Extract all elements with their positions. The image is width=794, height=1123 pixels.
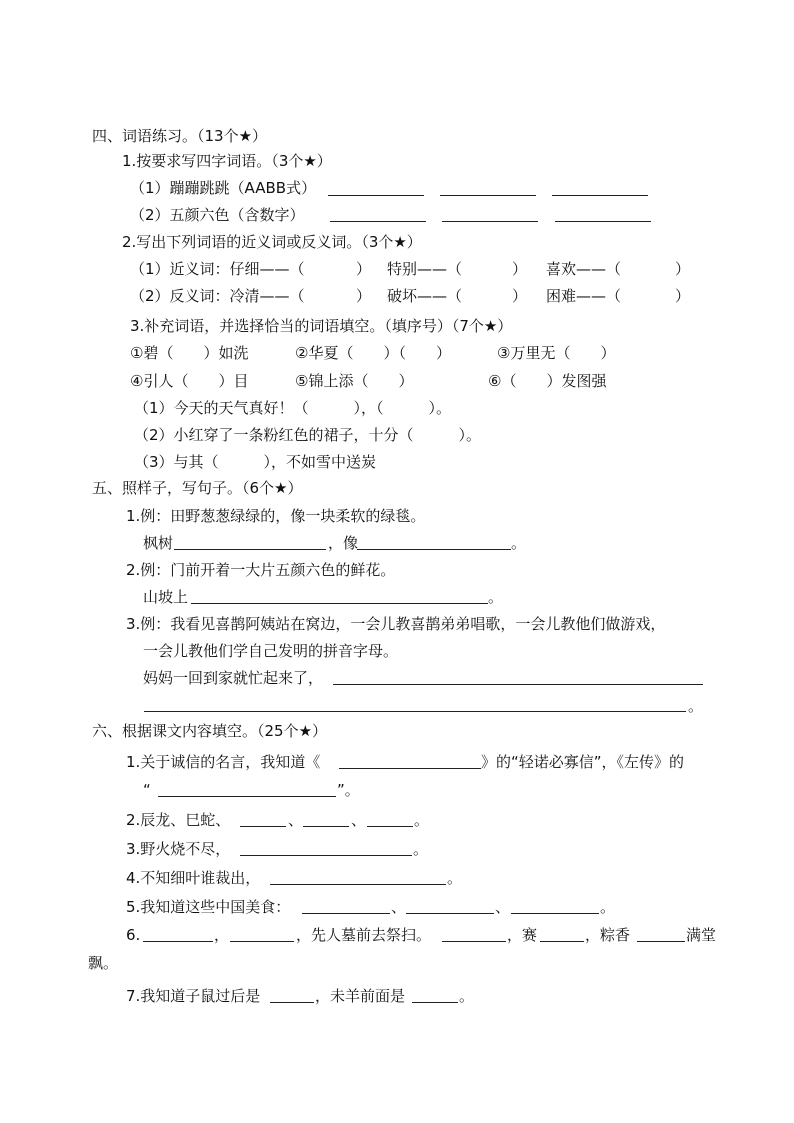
s6-q7-a: 7.我知道子鼠过后是 <box>126 987 261 1005</box>
answer-blank[interactable] <box>552 195 648 196</box>
answer-blank[interactable] <box>555 221 651 222</box>
s6-q7-end: 。 <box>459 987 475 1005</box>
s4-q1-item-a: （1）蹦蹦跳跳（AABB式） <box>130 179 317 197</box>
answer-blank[interactable] <box>412 1002 458 1003</box>
s4-q2-r1-p2: ） <box>512 260 528 278</box>
s4-q2-r2-c1: （2）反义词：冷清——（ <box>130 287 305 305</box>
s5-q2-prefix: 山坡上 <box>143 588 189 606</box>
s6-q3-end: 。 <box>413 840 429 858</box>
s4-q2-r1-p3: ） <box>675 260 691 278</box>
answer-blank[interactable] <box>357 549 511 550</box>
s4-q3-word-1: ①碧（ ）如洗 <box>130 344 249 362</box>
section-5-title: 五、照样子，写句子。（6个★） <box>92 479 303 497</box>
s6-q3-a: 3.野火烧不尽， <box>126 840 231 858</box>
s4-q2-r1-c1: （1）近义词：仔细——（ <box>130 260 305 278</box>
s4-q3-word-2: ②华夏（ ）（ ） <box>295 344 451 362</box>
s6-q6-f: 飘。 <box>88 954 119 972</box>
answer-blank[interactable] <box>367 826 413 827</box>
answer-blank[interactable] <box>191 603 488 604</box>
answer-blank[interactable] <box>330 221 426 222</box>
s6-q2-sep1: 、 <box>288 811 304 829</box>
s4-q3-title: 3.补充词语，并选择恰当的词语填空。（填序号）（7个★） <box>130 317 513 335</box>
answer-blank[interactable] <box>158 796 336 797</box>
s4-q2-r1-p1: ） <box>356 260 372 278</box>
s6-q1-c: “ <box>143 781 151 799</box>
answer-blank[interactable] <box>174 549 326 550</box>
s4-q2-r2-p3: ） <box>675 287 691 305</box>
s4-q2-r2-c3: 困难——（ <box>546 287 622 305</box>
answer-blank[interactable] <box>230 941 294 942</box>
s6-q5-sep2: 、 <box>495 898 511 916</box>
section-4-title: 四、词语练习。（13个★） <box>92 127 268 145</box>
s4-q2-r2-p1: ） <box>356 287 372 305</box>
answer-blank[interactable] <box>328 195 424 196</box>
answer-blank[interactable] <box>540 941 584 942</box>
answer-blank[interactable] <box>144 711 686 712</box>
answer-blank[interactable] <box>442 941 506 942</box>
s6-q6-comma: ， <box>214 926 230 944</box>
s5-q3-prefix: 妈妈一回到家就忙起来了， <box>143 669 324 687</box>
s4-q1-title: 1.按要求写四字词语。（3个★） <box>122 152 332 170</box>
answer-blank[interactable] <box>637 941 685 942</box>
s4-q2-title: 2.写出下列词语的近义词或反义词。（3个★） <box>122 233 422 251</box>
s5-q3-example-line1: 3.例：我看见喜鹊阿姨站在窝边，一会儿教喜鹊弟弟唱歌，一会儿教他们做游戏， <box>126 615 666 633</box>
s4-q2-r2-c2: 破坏——（ <box>387 287 463 305</box>
s6-q1-b: 》的“轻诺必寡信”，《左传》的 <box>481 753 685 771</box>
answer-blank[interactable] <box>440 195 536 196</box>
answer-blank[interactable] <box>339 768 481 769</box>
answer-blank[interactable] <box>270 884 446 885</box>
s5-q1-example: 1.例：田野葱葱绿绿的，像一块柔软的绿毯。 <box>126 507 426 525</box>
answer-blank[interactable] <box>240 826 286 827</box>
answer-blank[interactable] <box>406 913 494 914</box>
s6-q5-end: 。 <box>600 898 616 916</box>
s6-q2-a: 2.辰龙、巳蛇、 <box>126 811 231 829</box>
s5-q1-prefix: 枫树 <box>143 534 174 552</box>
s4-q2-r1-c2: 特别——（ <box>387 260 463 278</box>
answer-blank[interactable] <box>270 1002 314 1003</box>
s5-q2-example: 2.例：门前开着一大片五颜六色的鲜花。 <box>126 561 396 579</box>
s6-q2-end: 。 <box>414 811 430 829</box>
answer-blank[interactable] <box>511 913 599 914</box>
s6-q4-a: 4.不知细叶谁裁出， <box>126 869 261 887</box>
s6-q5-a: 5.我知道这些中国美食： <box>126 898 291 916</box>
answer-blank[interactable] <box>303 826 349 827</box>
s5-q1-mid: ，像 <box>328 534 359 552</box>
answer-blank[interactable] <box>302 913 390 914</box>
s6-q7-b: ，未羊前面是 <box>315 987 406 1005</box>
s6-q1-d: ”。 <box>337 781 360 799</box>
s4-q3-word-4: ④引人（ ）目 <box>130 372 249 390</box>
s4-q3-word-3: ③万里无（ ） <box>497 344 616 362</box>
s5-q2-end: 。 <box>488 588 504 606</box>
answer-blank[interactable] <box>333 684 703 685</box>
s6-q6-e: 满堂 <box>686 926 717 944</box>
s4-q3-sentence-3: （3）与其（ ），不如雪中送炭 <box>134 453 377 471</box>
s5-q3-end: 。 <box>688 697 704 715</box>
answer-blank[interactable] <box>143 941 213 942</box>
s6-q6-d: ，粽香 <box>585 926 631 944</box>
s4-q3-word-6: ⑥（ ）发图强 <box>488 372 607 390</box>
s4-q2-r1-c3: 喜欢——（ <box>546 260 622 278</box>
s6-q6-b: ，先人墓前去祭扫。 <box>296 926 432 944</box>
answer-blank[interactable] <box>442 221 538 222</box>
s4-q2-r2-p2: ） <box>512 287 528 305</box>
answer-blank[interactable] <box>240 855 412 856</box>
s4-q1-item-b: （2）五颜六色（含数字） <box>130 206 305 224</box>
s4-q3-word-5: ⑤锦上添（ ） <box>295 372 414 390</box>
s5-q1-end: 。 <box>511 534 527 552</box>
s4-q3-sentence-2: （2）小红穿了一条粉红色的裙子，十分（ ）。 <box>134 426 482 444</box>
s6-q1-a: 1.关于诚信的名言，我知道《 <box>126 753 321 771</box>
s5-q3-example-line2: 一会儿教他们学自己发明的拼音字母。 <box>143 642 399 660</box>
s6-q5-sep1: 、 <box>391 898 407 916</box>
s6-q4-end: 。 <box>447 869 463 887</box>
s6-q6-c: ，赛 <box>507 926 538 944</box>
s4-q3-sentence-1: （1）今天的天气真好！（ ），（ ）。 <box>134 399 452 417</box>
s6-q6-a: 6. <box>126 926 141 944</box>
s6-q2-sep2: 、 <box>351 811 367 829</box>
section-6-title: 六、根据课文内容填空。（25个★） <box>92 722 328 740</box>
